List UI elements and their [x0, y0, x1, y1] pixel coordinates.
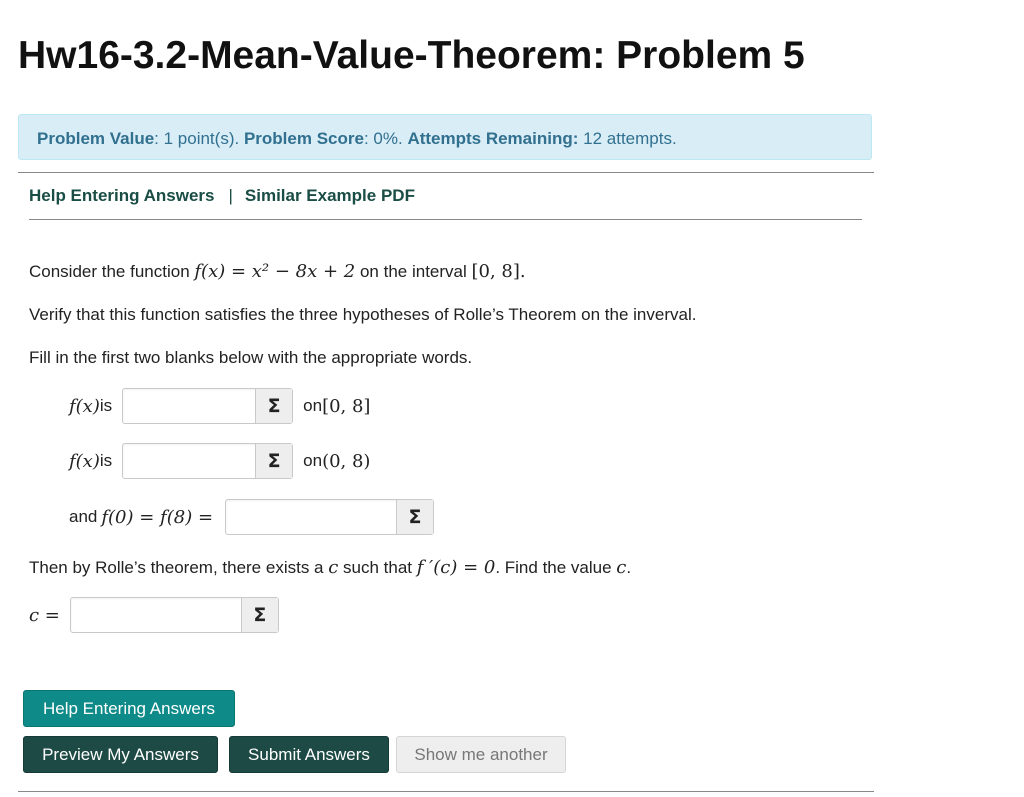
derivative-equation: f ′(c) = 0: [416, 557, 496, 578]
row2-on: on: [303, 451, 323, 470]
then-c: c: [328, 557, 339, 578]
row2-function: f(x): [69, 450, 100, 472]
attempts-remaining-text: 12 attempts.: [583, 129, 677, 148]
help-links-bar: [29, 186, 415, 206]
sigma-icon[interactable]: Σ: [255, 444, 292, 478]
answer-group-2: [122, 443, 293, 479]
intro-prefix: Consider the function: [29, 262, 195, 281]
row3-and: and: [69, 507, 98, 526]
row1-on: on: [303, 396, 323, 415]
sigma-icon[interactable]: Σ: [396, 500, 433, 534]
help-entering-answers-link[interactable]: Help Entering Answers: [29, 186, 215, 205]
top-divider: [18, 172, 874, 173]
function-expression: f(x) = x² − 8x + 2: [194, 261, 356, 282]
answer-row-4: [29, 597, 279, 633]
help-entering-answers-button[interactable]: Help Entering Answers: [23, 690, 235, 727]
answer-group-3: [225, 499, 434, 535]
problem-intro: [29, 261, 526, 282]
sigma-icon[interactable]: Σ: [255, 389, 292, 423]
problem-score-label: Problem Score: [243, 129, 364, 148]
c-label: c =: [29, 604, 60, 626]
answer-group-4: [70, 597, 279, 633]
answer-row-3: [69, 499, 434, 535]
answer-row-1: [69, 388, 370, 424]
row1-is: is: [99, 396, 113, 415]
answer-input-1[interactable]: [123, 389, 255, 423]
row2-is: is: [99, 451, 113, 470]
problem-value-label: Problem Value: [37, 129, 155, 148]
answer-input-2[interactable]: [123, 444, 255, 478]
answer-input-3[interactable]: [226, 500, 396, 534]
then-mid: such that: [338, 558, 417, 577]
then-end: .: [626, 558, 632, 577]
row3-equation: f(0) = f(8) =: [101, 506, 214, 528]
problem-score-text: : 0%.: [363, 129, 403, 148]
page-title: Hw16-3.2-Mean-Value-Theorem: Problem 5: [18, 34, 805, 77]
then-c2: c: [616, 557, 627, 578]
sigma-icon[interactable]: Σ: [241, 598, 278, 632]
preview-answers-button[interactable]: Preview My Answers: [23, 736, 218, 773]
answer-row-2: [69, 443, 370, 479]
row1-interval: [0, 8]: [322, 395, 371, 417]
problem-value-text: : 1 point(s).: [154, 129, 240, 148]
rolle-conclusion-text: [29, 557, 631, 578]
link-separator: |: [228, 186, 233, 205]
bottom-divider: [18, 791, 874, 792]
fill-instructions: Fill in the first two blanks below with the appropriate words.: [29, 348, 473, 367]
show-me-another-button[interactable]: Show me another: [396, 736, 566, 773]
verify-text: Verify that this function satisfies the three hypotheses of Rolle’s Theorem on the inverval.: [29, 305, 697, 324]
interval-expression: [0, 8].: [471, 261, 526, 282]
attempts-remaining-label: Attempts Remaining:: [407, 129, 579, 148]
answer-input-4[interactable]: [71, 598, 241, 632]
row1-function: f(x): [69, 395, 100, 417]
then-prefix: Then by Rolle’s theorem, there exists a: [29, 558, 329, 577]
submit-answers-button[interactable]: Submit Answers: [229, 736, 389, 773]
then-suffix: . Find the value: [495, 558, 617, 577]
problem-info-banner: [18, 114, 872, 160]
row2-interval: (0, 8): [322, 450, 371, 472]
links-divider: [29, 219, 862, 220]
answer-group-1: [122, 388, 293, 424]
similar-example-pdf-link[interactable]: Similar Example PDF: [244, 186, 415, 205]
intro-mid: on the interval: [355, 262, 472, 281]
